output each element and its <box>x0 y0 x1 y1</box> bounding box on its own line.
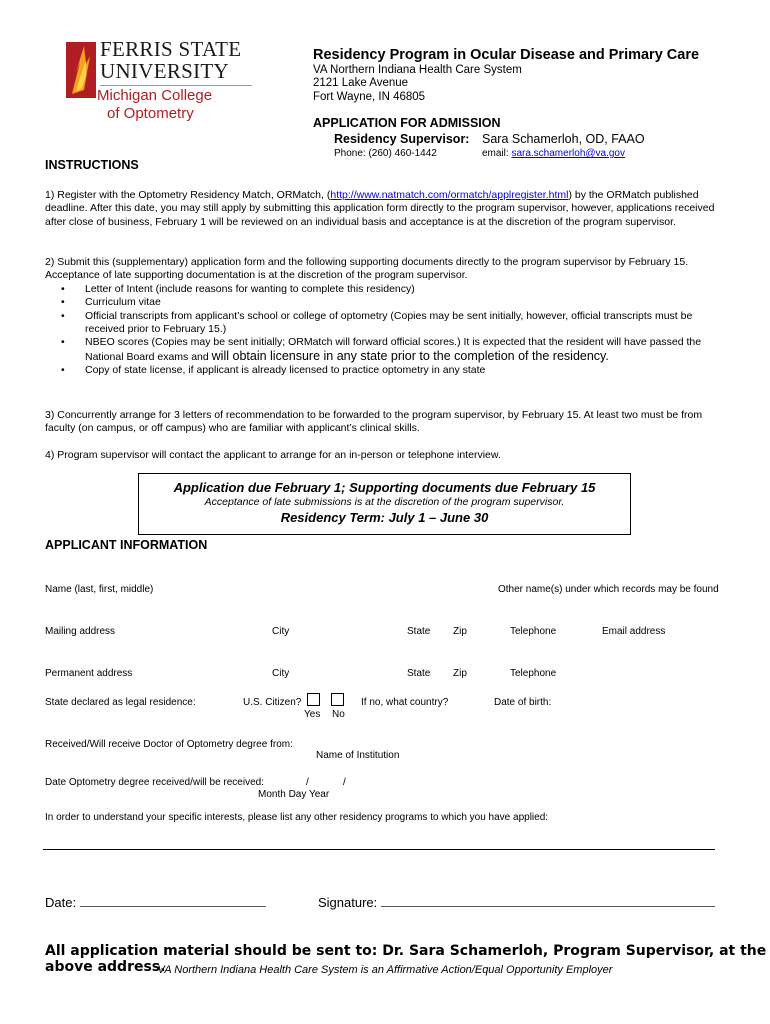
supervisor-phone: Phone: (260) 460-1442 <box>334 148 437 159</box>
late-submission-note: Acceptance of late submissions is at the discretion of the program supervisor. <box>204 496 565 508</box>
other-names-label: Other name(s) under which records may be found <box>498 584 719 595</box>
institution-label: Name of Institution <box>316 750 400 761</box>
degree-label: Received/Will receive Doctor of Optometry degree from: <box>45 739 293 750</box>
permanent-address-label: Permanent address <box>45 668 133 679</box>
mailing-city-label: City <box>272 626 290 637</box>
instruction-4: 4) Program supervisor will contact the applicant to arrange for an in-person or telephone interview. <box>45 449 501 461</box>
mailing-zip-label: Zip <box>453 626 467 637</box>
supervisor-name: Sara Schamerloh, OD, FAAO <box>482 132 645 146</box>
program-title: Residency Program in Ocular Disease and Primary Care <box>313 47 700 63</box>
deadline-line: Application due February 1; Supporting documents due February 15 <box>173 480 596 495</box>
list-item: • NBEO scores (Copies may be sent initially; ORMatch will forward official scores.) It is expected that the resident will have passed the National Board exams and will obtain licensure in any state prior to the completion of the residency. <box>85 336 725 364</box>
logo-text-line2: UNIVERSITY <box>100 59 229 83</box>
instructions-heading: INSTRUCTIONS <box>45 158 139 172</box>
name-field-label: Name (last, first, middle) <box>45 584 154 595</box>
org-name: VA Northern Indiana Health Care System <box>313 64 522 76</box>
list-item: • Curriculum vitae <box>85 296 725 309</box>
citizen-yes-checkbox[interactable] <box>307 693 320 706</box>
send-instructions: All application material should be sent to: Dr. Sara Schamerloh, Program Supervisor, at the above address. <box>45 943 767 975</box>
permanent-state-label: State <box>407 668 431 679</box>
degree-date-label: Date Optometry degree received/will be received: <box>45 777 264 788</box>
instruction-2: 2) Submit this (supplementary) application form and the following supporting documents directly to the program supervisor by February 15. Acceptance of late supporting documentation is at the discretion of the program supervisor. • Letter of Intent (include reasons for wanting to complete this residency) • Curriculum vitae • Official transcripts from applicant’s school or college of optometry (Copies may be sent initially, however, official transcripts must be received prior to February 15.) • NBEO scores (Copies may be sent initially; ORMatch will forward official scores.) It is expected that the resident will have passed the National Board exams and will obtain licensure in any state prior to the completion of the residency. • Copy of state license, if applicant is already licensed to practice optometry in any state <box>45 256 725 378</box>
email-link[interactable]: sara.schamerloh@va.gov <box>511 148 625 159</box>
date-slash-1: / <box>306 777 309 788</box>
street-address: 2121 Lake Avenue <box>313 77 409 89</box>
date-slash-2: / <box>343 777 346 788</box>
permanent-zip-label: Zip <box>453 668 467 679</box>
list-item: • Letter of Intent (include reasons for wanting to complete this residency) <box>85 283 725 296</box>
list-item: • Official transcripts from applicant’s school or college of optometry (Copies may be sent initially, however, official transcripts must be received prior to February 15.) <box>85 310 725 337</box>
supervisor-label: Residency Supervisor: <box>334 132 470 146</box>
logo-text-line1: FERRIS STATE <box>100 37 242 61</box>
mailing-address-label: Mailing address <box>45 626 116 637</box>
signature-field[interactable] <box>318 895 715 910</box>
logo-divider <box>100 85 252 86</box>
logo-college-line1: Michigan College <box>97 87 213 104</box>
permanent-telephone-label: Telephone <box>510 668 557 679</box>
yes-label: Yes <box>304 709 321 720</box>
application-heading: APPLICATION FOR ADMISSION <box>313 116 501 130</box>
ferris-flame-icon <box>66 42 96 98</box>
university-logo <box>66 38 256 128</box>
list-item: • Copy of state license, if applicant is already licensed to practice optometry in any state <box>85 364 725 377</box>
mailing-telephone-label: Telephone <box>510 626 557 637</box>
country-label: If no, what country? <box>361 697 449 708</box>
signature-label: Signature: <box>318 895 378 910</box>
other-programs-line[interactable] <box>43 849 715 850</box>
instruction-1: 1) Register with the Optometry Residency Match, ORMatch, (http://www.natmatch.com/ormatch/applregister.html) by the ORMatch published deadline. After this date, you may still apply by submitting this application form directly to the program supervisor, however, applications received after close of business, February 1 will be reviewed on an individual basis and acceptance is at the discretion of the program supervisor. <box>45 189 715 228</box>
citizen-label: U.S. Citizen? <box>243 697 302 708</box>
residency-term: Residency Term: July 1 – June 30 <box>280 510 489 525</box>
citizen-no-checkbox[interactable] <box>331 693 344 706</box>
date-format-label: Month Day Year <box>258 789 330 800</box>
mailing-state-label: State <box>407 626 431 637</box>
legal-residence-label: State declared as legal residence: <box>45 697 196 708</box>
other-programs-label: In order to understand your specific interests, please list any other residency programs to which you have applied: <box>45 812 549 823</box>
instruction-3: 3) Concurrently arrange for 3 letters of recommendation to be forwarded to the program supervisor, by February 15. At least two must be from faculty (on campus, or off campus) who are familiar with applicant’s clinical skills. <box>45 409 703 435</box>
deadline-box <box>138 473 631 535</box>
ormatch-link[interactable]: http://www.natmatch.com/ormatch/applregister.html <box>330 189 569 201</box>
email-address-label: Email address <box>602 626 666 637</box>
logo-college-line2: of Optometry <box>107 105 194 122</box>
date-label: Date: <box>45 895 77 910</box>
document-list <box>45 283 725 378</box>
supervisor-email: email: sara.schamerloh@va.gov <box>482 148 625 159</box>
city-address: Fort Wayne, IN 46805 <box>313 91 426 103</box>
eeo-statement: VA Northern Indiana Health Care System is an Affirmative Action/Equal Opportunity Employer <box>157 964 613 976</box>
date-field[interactable] <box>45 895 266 910</box>
dob-label: Date of birth: <box>494 697 552 708</box>
applicant-info-heading: APPLICANT INFORMATION <box>45 538 208 552</box>
permanent-city-label: City <box>272 668 290 679</box>
no-label: No <box>332 709 345 720</box>
